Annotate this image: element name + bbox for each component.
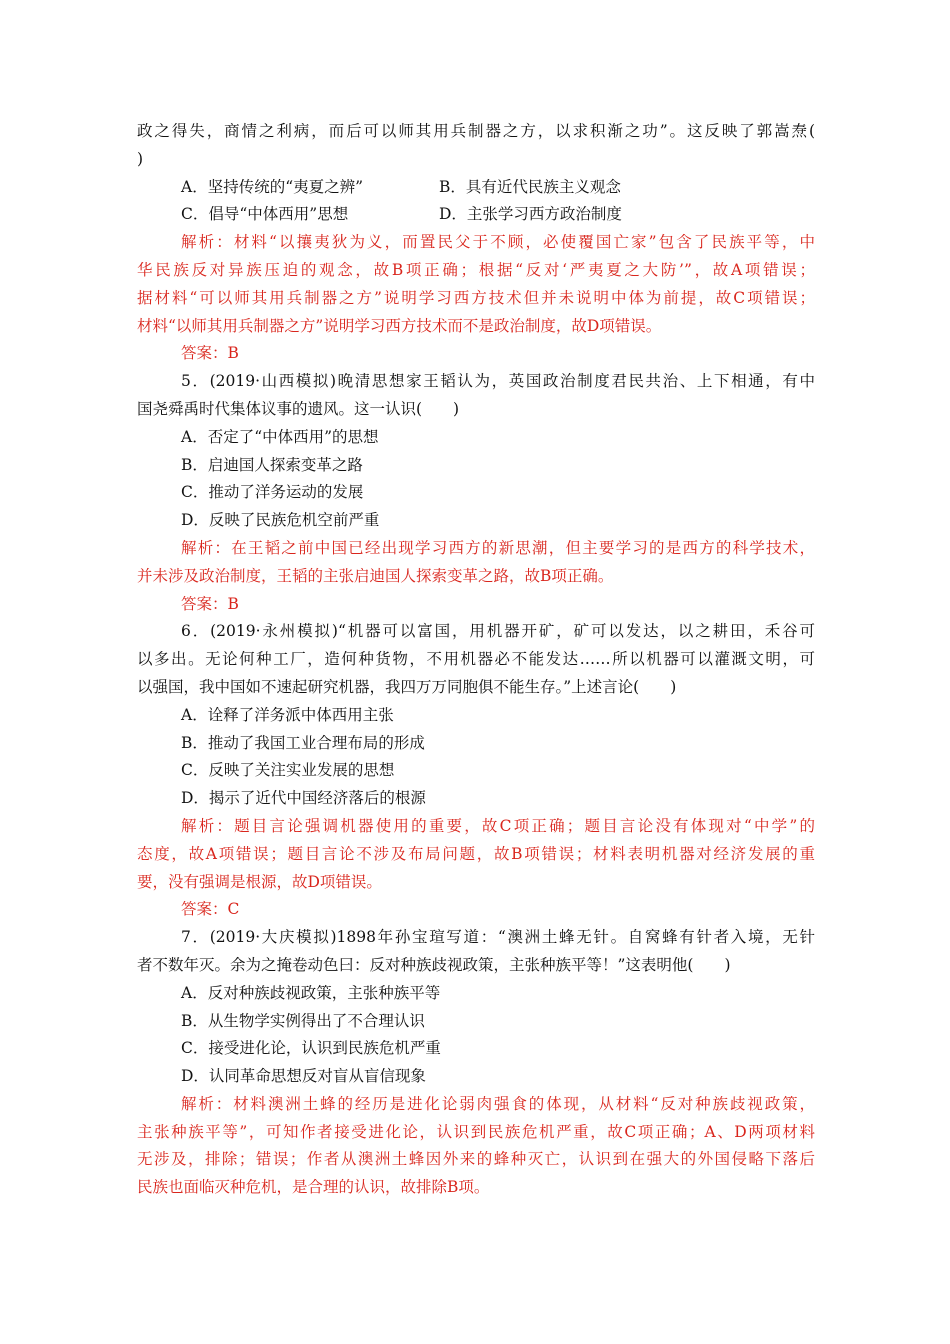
q4-options-row-2 [137, 201, 815, 229]
q6-answer-value: C [227, 900, 240, 919]
q5-analysis-line-1 [137, 535, 815, 563]
q7-analysis-line-4: 民族也面临灭种危机，是合理的认识，故排除B项。 [137, 1178, 490, 1197]
q4-stem-line-2: ) [137, 149, 144, 168]
q4-answer-label: 答案： [181, 344, 228, 363]
q5-analysis-line-2: 并未涉及政治制度，王韬的主张启迪国人探索变革之路，故B项正确。 [137, 566, 614, 585]
q5-option-a: A．否定了“中体西用”的思想 [181, 427, 379, 446]
q6-answer [137, 896, 815, 924]
q6-analysis-label: 解析： [181, 816, 235, 835]
q4-option-d: D．主张学习西方政治制度 [439, 205, 622, 224]
q5-stem-line-2: 国尧舜禹时代集体议事的遗风。这一认识( ) [137, 399, 460, 418]
q6-analysis-line-3: 要，没有强调是根源，故D项错误。 [137, 872, 382, 891]
q4-analysis-line-4: 材料“以师其用兵制器之方”说明学习西方技术而不是政治制度，故D项错误。 [137, 316, 662, 335]
q5-option-c: C．推动了洋务运动的发展 [181, 483, 364, 502]
q6-option-b: B．推动了我国工业合理布局的形成 [181, 733, 425, 752]
q7-analysis-line-1 [137, 1091, 815, 1119]
q7-analysis-line-3: 无涉及，排除；错误；作者从澳洲土蜂因外来的蜂种灭亡，认识到在强大的外国侵略下落后 [137, 1150, 815, 1169]
q7-analysis-line-2: 主张种族平等”，可知作者接受进化论，认识到民族危机严重，故C项正确；A、D两项材料 [137, 1122, 815, 1141]
q4-option-c: C．倡导“中体西用”思想 [181, 205, 349, 224]
q7-option-b: B．从生物学实例得出了不合理认识 [181, 1011, 425, 1030]
q6-option-a: A．诠释了洋务派中体西用主张 [181, 705, 394, 724]
q4-answer [137, 340, 815, 368]
q6-answer-label: 答案： [181, 900, 228, 919]
q6-option-c: C．反映了关注实业发展的思想 [181, 761, 395, 780]
q7-option-d: D．认同革命思想反对盲从盲信现象 [181, 1067, 426, 1086]
q4-analysis-line-2: 华民族反对异族压迫的观念，故B项正确；根据“反对‘严夷夏之大防’”，故A项错误； [137, 260, 815, 279]
q4-analysis-label: 解析： [181, 233, 234, 252]
q7-stem-line-2: 者不数年灭。余为之掩卷动色曰：反对种族歧视政策，主张种族平等！”这表明他( ) [137, 955, 731, 974]
q5-answer-value: B [227, 594, 239, 613]
q6-analysis-text-1: 题目言论强调机器使用的重要，故C项正确；题目言论没有体现对“中学”的 [234, 816, 815, 835]
q4-answer-value: B [227, 344, 239, 363]
q4-analysis-line-1 [137, 229, 815, 257]
q4-stem-line-1: 政之得失，商情之利病，而后可以师其用兵制器之方，以求积渐之功”。这反映了郭嵩焘( [137, 122, 815, 140]
q5-option-d: D．反映了民族危机空前严重 [181, 511, 380, 530]
q5-option-b: B．启迪国人探索变革之路 [181, 455, 363, 474]
q4-option-b: B．具有近代民族主义观念 [439, 177, 621, 196]
q5-analysis-label: 解析： [181, 538, 232, 557]
q4-option-a: A．坚持传统的“夷夏之辨” [181, 177, 364, 196]
document-content [137, 118, 815, 1202]
q5-answer-label: 答案： [181, 594, 228, 613]
q7-analysis-label: 解析： [181, 1094, 234, 1113]
q6-analysis-line-1 [137, 813, 815, 841]
q6-stem-line-2: 以多出。无论何种工厂，造何种货物，不用机器必不能发达……所以机器可以灌溉文明，可 [137, 650, 815, 669]
q7-analysis-text-1: 材料澳洲土蜂的经历是进化论弱肉强食的体现，从材料“反对种族歧视政策， [233, 1094, 815, 1113]
q4-analysis-line-3: 据材料“可以师其用兵制器之方”说明学习西方技术但并未说明中体为前提，故C项错误； [137, 288, 815, 307]
q7-stem-line-1: 7．(2019·大庆模拟)1898年孙宝瑄写道：“澳洲土蜂无针。自窝蜂有针者入境，无针 [181, 928, 815, 947]
q4-analysis-text-1: 材料“以攘夷狄为义，而置民父于不顾，必使覆国亡家”包含了民族平等，中 [233, 233, 815, 252]
q5-stem-line-1: 5．(2019·山西模拟)晚清思想家王韬认为，英国政治制度君民共治、上下相通，有中 [181, 372, 815, 391]
q6-option-d: D．揭示了近代中国经济落后的根源 [181, 789, 426, 808]
q5-answer [137, 591, 815, 619]
q4-options-row-1 [137, 174, 815, 202]
q7-option-a: A．反对种族歧视政策，主张种族平等 [181, 983, 441, 1002]
q5-analysis-text-1: 在王韬之前中国已经出现学习西方的新思潮，但主要学习的是西方的科学技术， [231, 538, 815, 557]
q6-stem-line-1: 6．(2019·永州模拟)“机器可以富国，用机器开矿，矿可以发达，以之耕田，禾谷可 [181, 622, 815, 641]
q7-option-c: C．接受进化论，认识到民族危机严重 [181, 1039, 441, 1058]
q6-analysis-line-2: 态度，故A项错误；题目言论不涉及布局问题，故B项错误；材料表明机器对经济发展的重 [137, 844, 815, 863]
q6-stem-line-3: 以强国，我中国如不速起研究机器，我四万万同胞俱不能生存。”上述言论( ) [137, 677, 677, 696]
